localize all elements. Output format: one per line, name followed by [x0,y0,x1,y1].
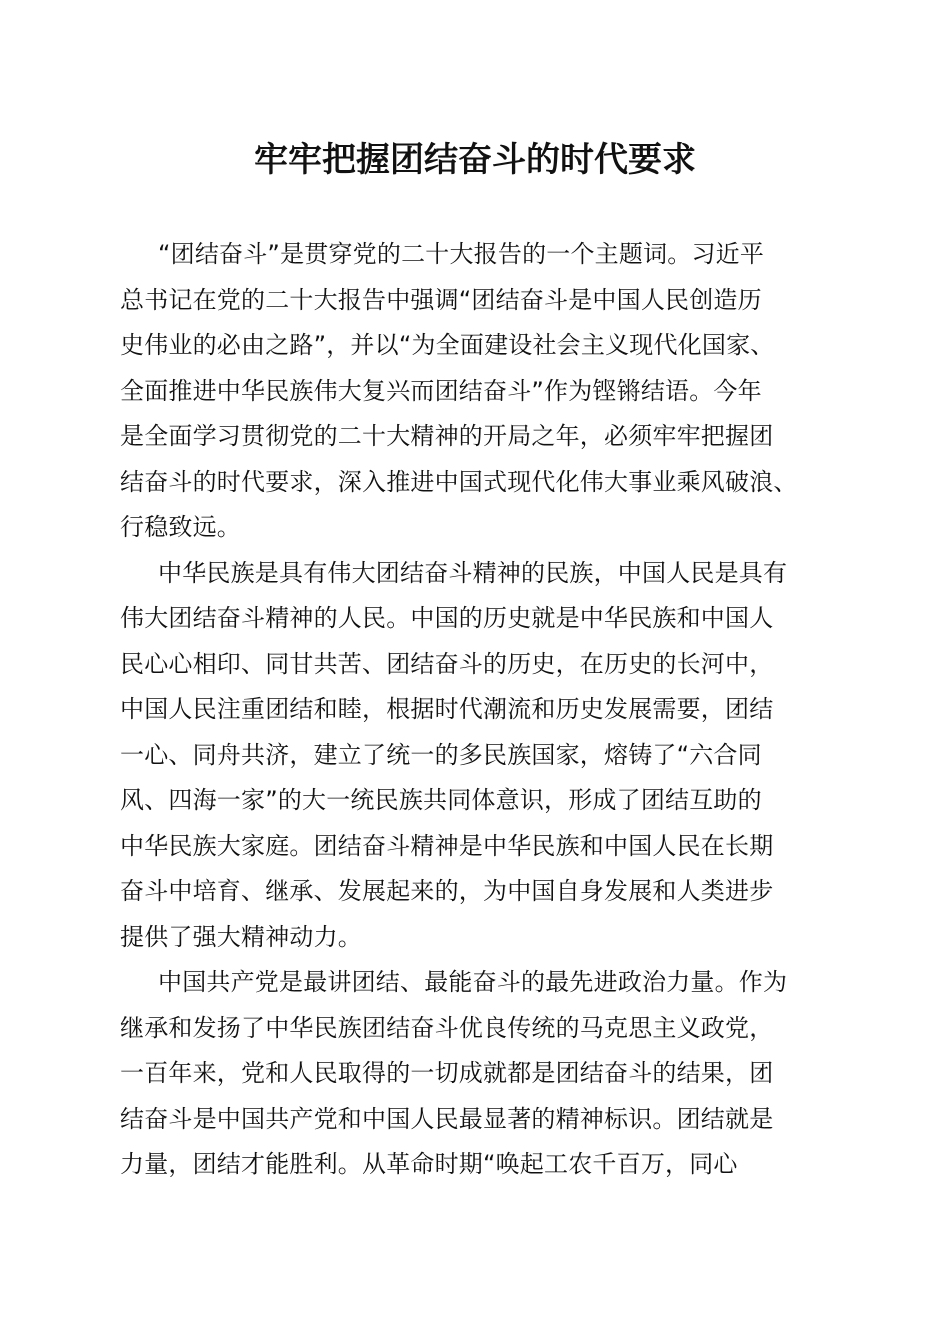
paragraph-line: 伟大团结奋斗精神的人民。中国的历史就是中华民族和中国人 [120,604,774,632]
paragraph-line: 是全面学习贯彻党的二十大精神的开局之年，必须牢牢把握团 [120,422,774,450]
paragraph-line: 风、四海一家”的大一统民族共同体意识，形成了团结互助的 [120,786,762,814]
paragraph-line: 继承和发扬了中华民族团结奋斗优良传统的马克思主义政党， [120,1013,774,1042]
document-title: 牢牢把握团结奋斗的时代要求 [254,140,696,180]
paragraph-line: 结奋斗是中国共产党和中国人民最显著的精神标识。团结就是 [120,1104,774,1133]
paragraph-line: 总书记在党的二十大报告中强调“团结奋斗是中国人民创造历 [120,285,762,314]
paragraph-line: 中华民族是具有伟大团结奋斗精神的民族，中国人民是具有 [158,558,788,587]
paragraph-line: 结奋斗的时代要求，深入推进中国式现代化伟大事业乘风破浪、 [120,467,798,496]
paragraph-line: 一心、同舟共济，建立了统一的多民族国家，熔铸了“六合同 [120,740,762,769]
paragraph-line: 史伟业的必由之路”，并以“为全面建设社会主义现代化国家、 [120,331,775,359]
paragraph-line: 中国人民注重团结和睦，根据时代潮流和历史发展需要，团结 [120,695,774,723]
paragraph-1 [120,232,850,551]
paragraph-line: 力量，团结才能胜利。从革命时期“唤起工农千百万，同心 [120,1150,738,1178]
paragraph-line: 行稳致远。 [120,513,241,541]
document-body [120,232,850,1188]
paragraph-line: 奋斗中培育、继承、发展起来的，为中国自身发展和人类进步 [120,877,774,905]
paragraph-line: 一百年来，党和人民取得的一切成就都是团结奋斗的结果，团 [120,1059,774,1087]
paragraph-line: 全面推进中华民族伟大复兴而团结奋斗”作为铿锵结语。今年 [120,376,762,405]
paragraph-line: 中国共产党是最讲团结、最能奋斗的最先进政治力量。作为 [158,968,788,996]
paragraph-3 [120,960,850,1188]
paragraph-line: 民心心相印、同甘共苦、团结奋斗的历史，在历史的长河中， [120,649,774,678]
paragraph-line: “团结奋斗”是贯穿党的二十大报告的一个主题词。习近平 [158,240,765,268]
paragraph-line: 中华民族大家庭。团结奋斗精神是中华民族和中国人民在长期 [120,831,774,860]
paragraph-2 [120,551,850,961]
paragraph-line: 提供了强大精神动力。 [120,922,362,951]
